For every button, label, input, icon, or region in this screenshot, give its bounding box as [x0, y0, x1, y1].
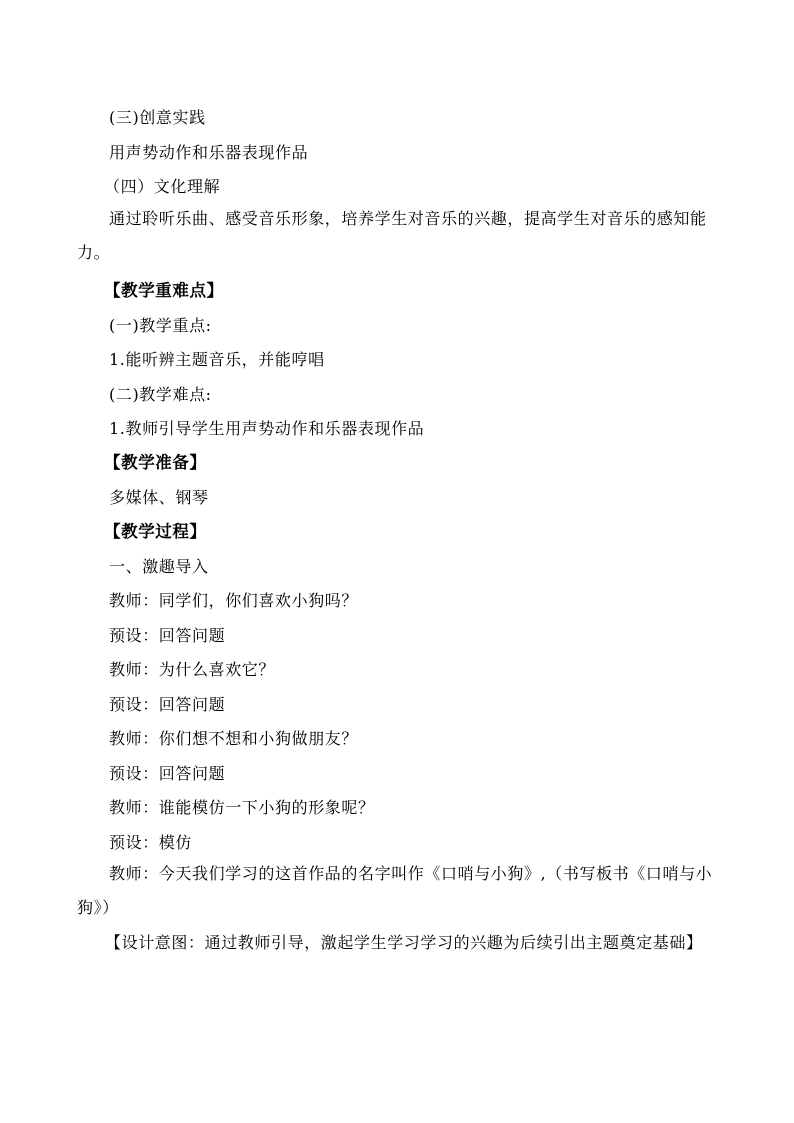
dialogue-line: 预设：回答问题: [109, 626, 226, 645]
heading-cultural-understanding: （四）文化理解: [104, 177, 221, 196]
dialogue-line: 预设：回答问题: [109, 695, 226, 714]
text-line: 多媒体、钢琴: [109, 488, 209, 507]
subheading-intro: 一、激趣导入: [109, 557, 209, 576]
subheading-key-points: (一)教学重点:: [109, 316, 212, 335]
section-heading-key-difficult-points: 【教学重难点】: [104, 281, 224, 300]
dialogue-line: 预设：回答问题: [109, 764, 226, 783]
dialogue-line: 教师：为什么喜欢它？: [109, 660, 276, 679]
paragraph-cultural-goal: 通过聆听乐曲、感受音乐形象，培养学生对音乐的兴趣，提高学生对音乐的感知能力。: [77, 209, 707, 262]
section-heading-process: 【教学过程】: [104, 522, 207, 541]
dialogue-line: 教师：谁能模仿一下小狗的形象呢？: [109, 798, 375, 817]
text-line: 1.能听辨主题音乐，并能哼唱: [109, 350, 325, 369]
dialogue-line: 教师：你们想不想和小狗做朋友？: [109, 729, 359, 748]
paragraph-teacher-intro: 教师：今天我们学习的这首作品的名字叫作《口哨与小狗》,（书写板书《口哨与小狗》）: [77, 864, 713, 917]
subheading-difficult-points: (二)教学难点:: [109, 385, 212, 404]
dialogue-line: 教师：同学们，你们喜欢小狗吗？: [109, 591, 359, 610]
dialogue-line: 预设：模仿: [109, 833, 193, 852]
text-line: 用声势动作和乐器表现作品: [109, 143, 309, 162]
text-line: 1.教师引导学生用声势动作和乐器表现作品: [109, 419, 425, 438]
section-heading-preparation: 【教学准备】: [104, 453, 207, 472]
paragraph-design-intent: 【设计意图：通过教师引导，激起学生学习学习的兴趣为后续引出主题奠定基础】: [105, 933, 703, 952]
heading-creative-practice: (三)创意实践: [109, 108, 206, 127]
